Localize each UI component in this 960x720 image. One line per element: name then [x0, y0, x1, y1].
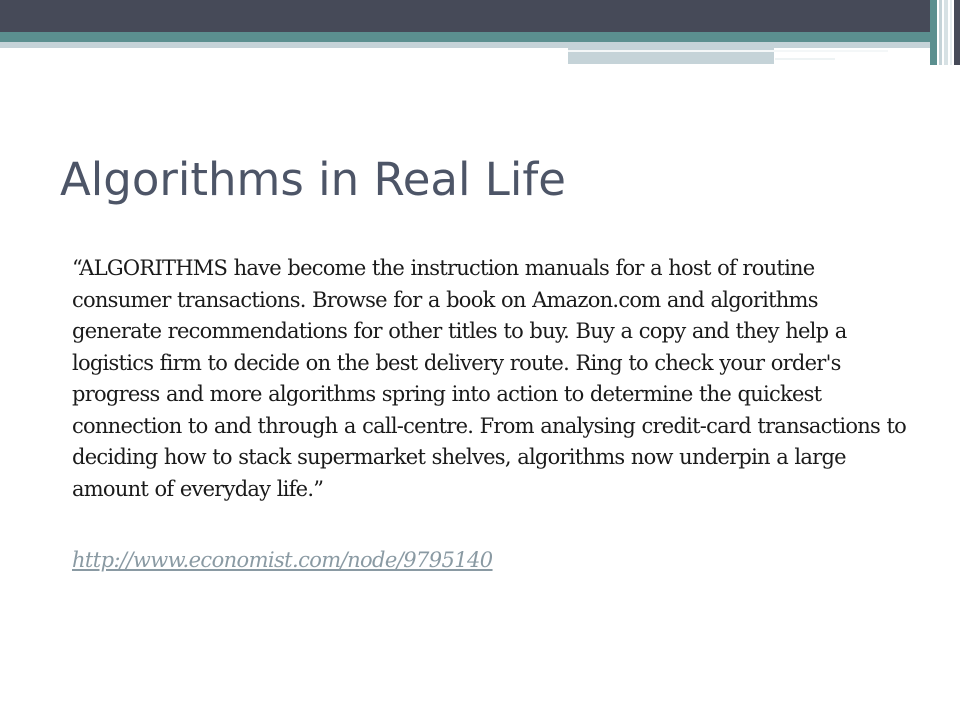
header-accent-line	[568, 50, 888, 52]
header-accent-line-short	[775, 58, 835, 60]
stripe	[954, 0, 960, 65]
stripe	[944, 0, 948, 65]
quote-paragraph: “ALGORITHMS have become the instruction manuals for a host of routine consumer transactions. Browse for a book on Amazon.com and algorithms generate recommendations for other titles to buy. Buy a copy and they help a logistics firm to decide on the best delivery route. Ring to check your order's progress and more algorithms spring into action to determine the quickest connection to and through a call-centre. From analysing credit-card transactions to deciding how to stack supermarket shelves, algorithms now underpin a large amount of everyday life.”	[72, 256, 907, 501]
slide-title: Algorithms in Real Life	[60, 153, 566, 206]
stripe	[930, 0, 937, 65]
header-teal-band	[0, 32, 930, 42]
header-dark-band	[0, 0, 960, 32]
header-right-stripes	[930, 0, 960, 65]
source-link[interactable]: http://www.economist.com/node/9795140	[72, 548, 493, 572]
stripe	[950, 0, 952, 65]
stripe	[939, 0, 942, 65]
header-light-band	[0, 42, 930, 48]
